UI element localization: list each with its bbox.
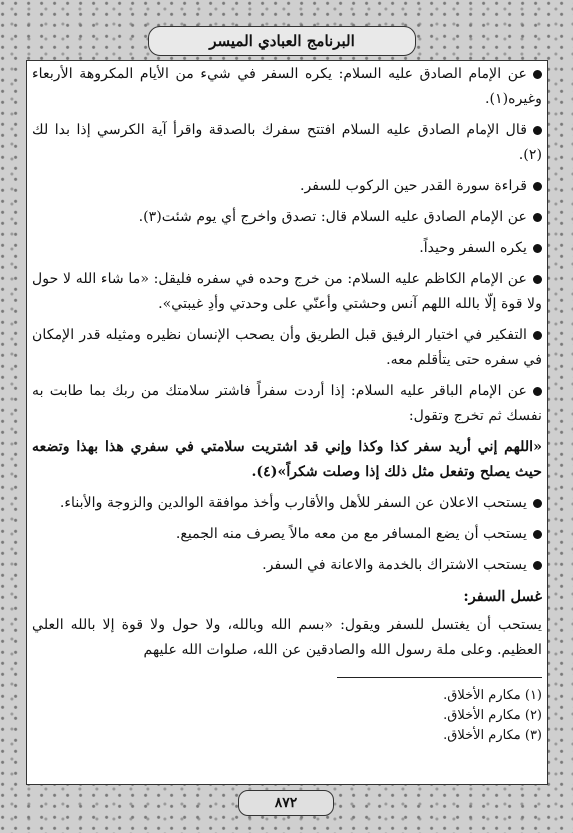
paragraph: عن الإمام الصادق عليه السلام: يكره السفر في شيء من الأيام المكروهة الأربعاء وغيره(١). <box>32 66 542 107</box>
paragraph: عن الإمام الصادق عليه السلام قال: تصدق واخرج أي يوم شئت(٣). <box>32 205 542 230</box>
header-title: البرنامج العبادي الميسر <box>209 32 355 50</box>
paragraph: عن الإمام الباقر عليه السلام: إذا أردت سفراً فاشتر سلامتك من ربك بما طابت به نفسك ثم تخرج وتقول: <box>32 383 542 424</box>
footnote-divider <box>337 677 542 678</box>
bullet-icon <box>533 275 542 284</box>
page-number-badge <box>238 790 334 816</box>
bullet-icon <box>533 561 542 570</box>
paragraph: يكره السفر وحيداً. <box>32 236 542 261</box>
page-number: ٨٧٢ <box>274 795 298 811</box>
paragraph: قال الإمام الصادق عليه السلام افتتح سفرك بالصدقة واقرأ آية الكرسي إذا بدا لك (٢). <box>32 122 542 163</box>
bullet-icon <box>533 126 542 135</box>
bullet-icon <box>533 182 542 191</box>
bullet-icon <box>533 213 542 222</box>
prayer-quote: «اللهم إني أريد سفر كذا وكذا وإني قد اشتريت سلامتي في سفري هذا بهذا وتضعه حيث يصلح وتفعل مثل ذلك إذا وصلت شكراً»(٤). <box>32 439 542 480</box>
bullet-icon <box>533 70 542 79</box>
main-text <box>32 62 542 746</box>
paragraph: التفكير في اختيار الرفيق قبل الطريق وأن يصحب الإنسان نظيره ومثيله قدر الإمكان في سفره حتى يتأقلم معه. <box>32 327 542 368</box>
paragraph: يستحب الاشتراك بالخدمة والاعانة في السفر. <box>32 553 542 578</box>
running-header <box>148 26 416 56</box>
paragraph: يستحب أن يضع المسافر مع من معه مالاً يصرف منه الجميع. <box>32 522 542 547</box>
section-text: يستحب أن يغتسل للسفر ويقول: «بسم الله وبالله، ولا حول ولا قوة إلا بالله العلي العظيم. وعلى ملة رسول الله والصادقين عن الله، صلوات الله عليهم <box>32 617 542 658</box>
section-heading: غسل السفر: <box>463 588 542 605</box>
paragraph: قراءة سورة القدر حين الركوب للسفر. <box>32 174 542 199</box>
paragraph: يستحب الاعلان عن السفر للأهل والأقارب وأخذ موافقة الوالدين والزوجة والأبناء. <box>32 491 542 516</box>
bullet-icon <box>533 530 542 539</box>
paragraph: عن الإمام الكاظم عليه السلام: من خرج وحده في سفره فليقل: «ما شاء الله لا حول ولا قوة إلّا بالله اللهم آنس وحشتي وأعنّي على وحدتي وأدِ غيبتي». <box>32 271 542 312</box>
bullet-icon <box>533 387 542 396</box>
bullet-icon <box>533 331 542 340</box>
bullet-icon <box>533 499 542 508</box>
bullet-icon <box>533 244 542 253</box>
footnote: (١) مكارم الأخلاق. <box>443 688 542 703</box>
footnote: (٢) مكارم الأخلاق. <box>443 708 542 723</box>
footnote: (٣) مكارم الأخلاق. <box>443 728 542 743</box>
